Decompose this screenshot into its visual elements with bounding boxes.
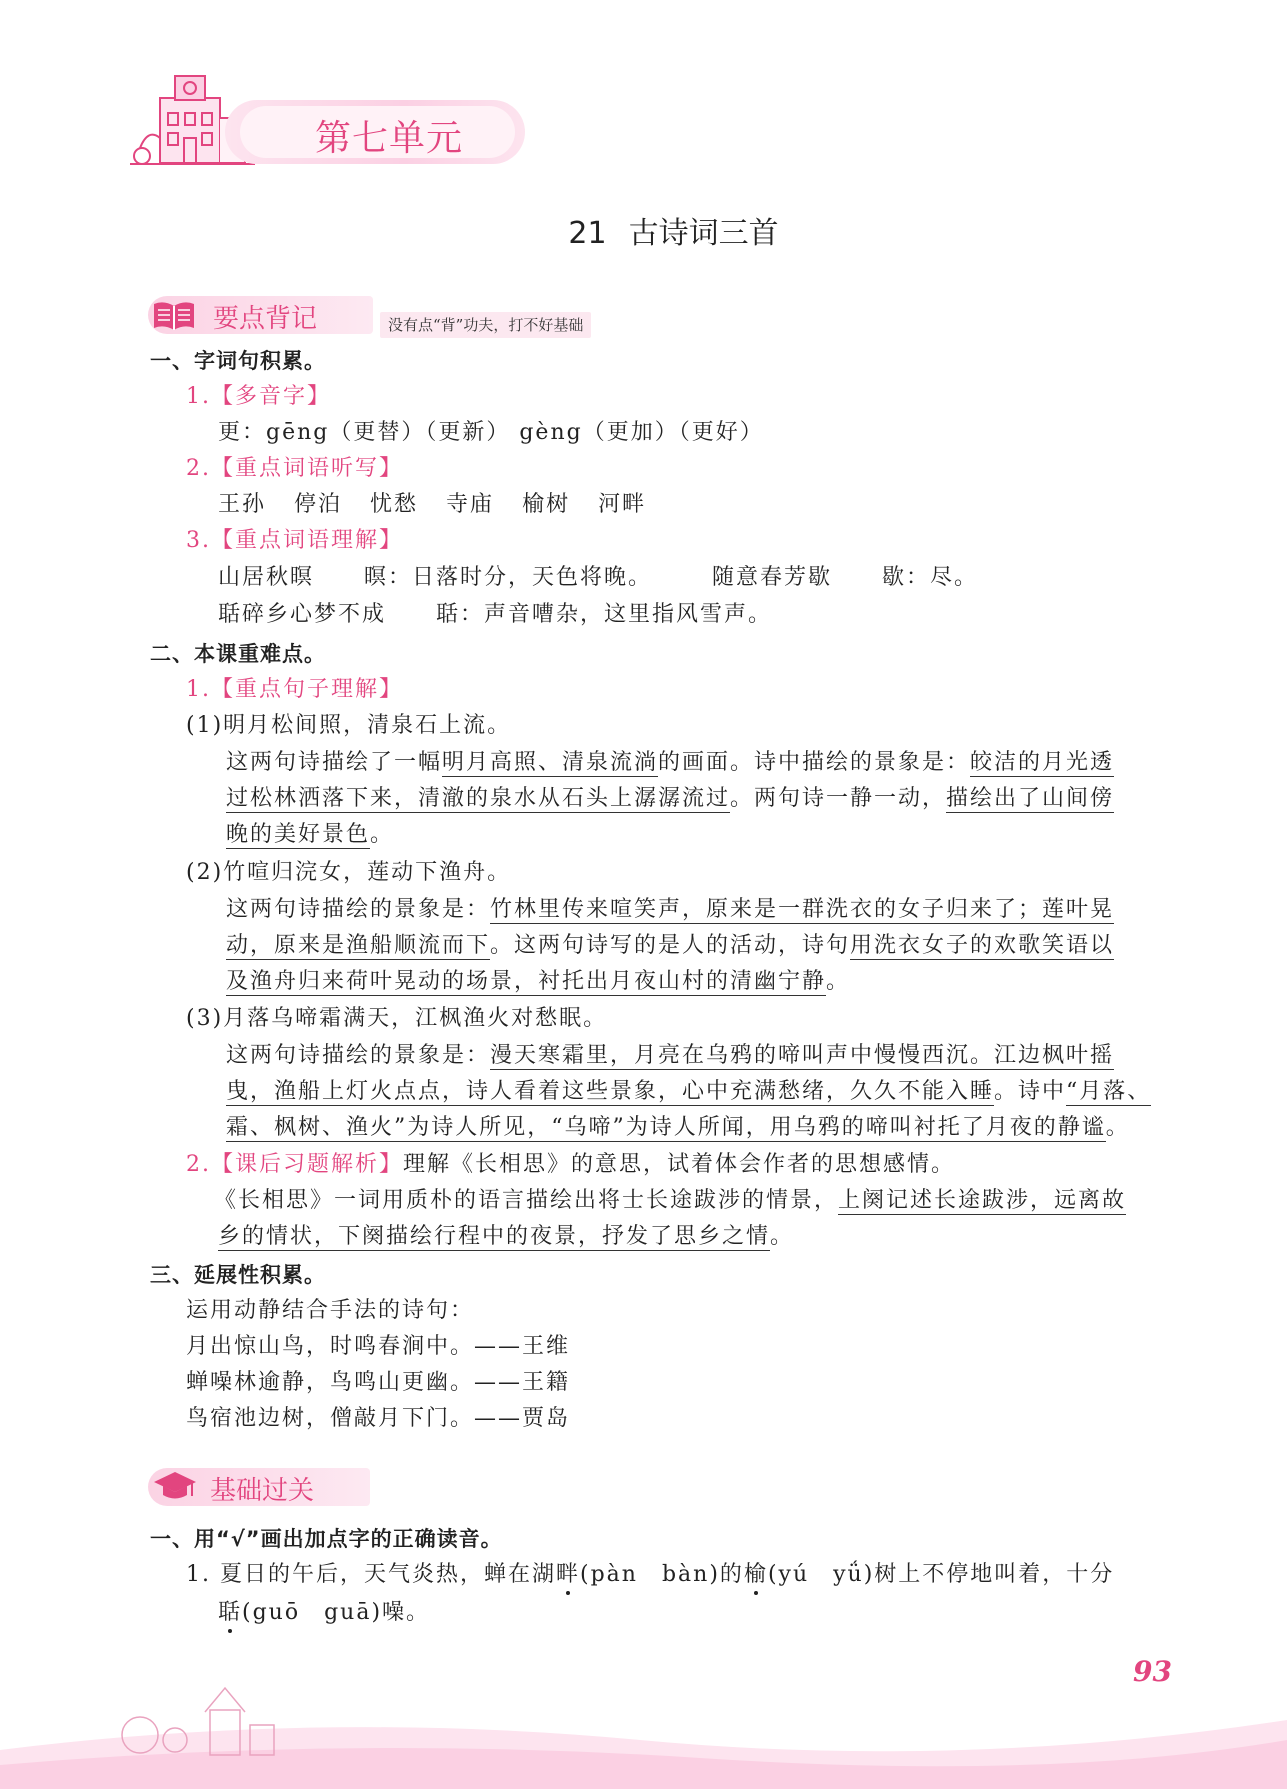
polyphone-text: 更：gēng（更替）（更新） gèng（更加）（更好） bbox=[218, 420, 764, 445]
footer-wave-decoration bbox=[0, 1680, 1287, 1789]
part2-heading: 二、本课重难点。 bbox=[150, 642, 326, 666]
sentence-3-line-2: 曳，渔船上灯火点点，诗人看着这些景象，心中充满愁绪，久久不能入睡。诗中“月落、 bbox=[226, 1079, 1152, 1104]
dotted-char: 聒 bbox=[218, 1600, 243, 1625]
lesson-number: 21 bbox=[568, 216, 607, 251]
analysis-line-2: 乡的情状，下阕描绘行程中的夜景，抒发了思乡之情。 bbox=[218, 1224, 795, 1249]
page-number: 93 bbox=[1133, 1655, 1172, 1688]
lesson-title-text: 古诗词三首 bbox=[628, 216, 779, 251]
part3-intro: 运用动静结合手法的诗句： bbox=[186, 1298, 475, 1323]
poem-line: 月出惊山鸟，时鸣春涧中。——王维 bbox=[186, 1334, 571, 1359]
meaning-line-2 bbox=[218, 600, 772, 630]
item-label-polyphone: 1.【多音字】 bbox=[186, 384, 331, 409]
unit-title: 第七单元 bbox=[315, 118, 464, 159]
sentence-2-line-3: 及渔舟归来荷叶晃动的场景，衬托出月夜山村的清幽宁静。 bbox=[226, 969, 851, 994]
sentence-1-line-3: 晚的美好景色。 bbox=[226, 822, 395, 847]
sentence-2-line-2: 动，原来是渔船顺流而下。这两句诗写的是人的活动，诗句用洗衣女子的欢歌笑语以 bbox=[226, 933, 1115, 958]
section-label: 基础过关 bbox=[210, 1476, 315, 1506]
dictation-words bbox=[218, 490, 646, 520]
explanation: 聒：声音嘈杂，这里指风雪声。 bbox=[436, 602, 773, 627]
part3-heading: 三、延展性积累。 bbox=[150, 1263, 326, 1287]
word: 河畔 bbox=[598, 492, 647, 517]
word: 忧愁 bbox=[370, 492, 419, 517]
word: 榆树 bbox=[522, 492, 571, 517]
item-label-exercise-analysis: 2.【课后习题解析】 bbox=[186, 1152, 403, 1177]
poem-line: 蝉噪林逾静，鸟鸣山更幽。——王籍 bbox=[186, 1370, 571, 1395]
sentence-3-title: (3)月落乌啼霜满天，江枫渔火对愁眠。 bbox=[186, 1006, 608, 1031]
section-header-key-points bbox=[148, 290, 648, 338]
exercise-question: 理解《长相思》的意思，试着体会作者的思想感情。 bbox=[403, 1152, 956, 1177]
word: 停泊 bbox=[294, 492, 343, 517]
question-1-line-2: 聒(guō guā)噪。 bbox=[218, 1600, 431, 1625]
question-1-line-1: 1. 夏日的午后，天气炎热，蝉在湖畔(pàn bàn)的榆(yú yǘ)树上不停地叫着，十分 bbox=[186, 1562, 1115, 1587]
item-label-dictation: 2.【重点词语听写】 bbox=[186, 456, 403, 481]
sentence-2-line-1: 这两句诗描绘的景象是：竹林里传来喧笑声，原来是一群洗衣的女子归来了；莲叶晃 bbox=[226, 897, 1115, 922]
dotted-char: 榆 bbox=[743, 1562, 768, 1587]
open-book-icon bbox=[152, 298, 196, 332]
item-label-sentences: 1.【重点句子理解】 bbox=[186, 677, 403, 702]
phrase: 随意春芳歇 bbox=[712, 565, 833, 590]
poem-line: 鸟宿池边树，僧敲月下门。——贾岛 bbox=[186, 1406, 571, 1431]
phrase: 山居秋暝 bbox=[218, 565, 315, 590]
section-tagline: 没有点“背”功夫，打不好基础 bbox=[380, 312, 591, 338]
exercise-heading: 一、用“√”画出加点字的正确读音。 bbox=[150, 1527, 503, 1551]
exercise-analysis bbox=[186, 1150, 955, 1180]
phrase: 聒碎乡心梦不成 bbox=[218, 602, 387, 627]
part1-heading: 一、字词句积累。 bbox=[150, 349, 326, 373]
word: 王孙 bbox=[218, 492, 267, 517]
word: 寺庙 bbox=[446, 492, 495, 517]
sentence-2-title: (2)竹喧归浣女，莲动下渔舟。 bbox=[186, 860, 512, 885]
section-header-basics bbox=[148, 1462, 448, 1510]
sentence-3-line-1: 这两句诗描绘的景象是：漫天寒霜里，月亮在乌鸦的啼叫声中慢慢西沉。江边枫叶摇 bbox=[226, 1043, 1115, 1068]
sentence-1-title: (1)明月松间照，清泉石上流。 bbox=[186, 713, 512, 738]
sentence-3-line-3: 霜、枫树、渔火”为诗人所见，“乌啼”为诗人所闻，用乌鸦的啼叫衬托了月夜的静谧。 bbox=[226, 1115, 1130, 1140]
unit-banner bbox=[130, 88, 530, 172]
meaning-line-1 bbox=[218, 563, 978, 593]
lesson-title bbox=[0, 208, 1287, 252]
explanation: 暝：日落时分，天色将晚。 bbox=[364, 565, 653, 590]
sentence-1-line-1: 这两句诗描绘了一幅明月高照、清泉流淌的画面。诗中描绘的景象是：皎洁的月光透 bbox=[226, 750, 1115, 775]
item-label-meaning: 3.【重点词语理解】 bbox=[186, 528, 403, 553]
explanation: 歇：尽。 bbox=[882, 565, 979, 590]
section-label: 要点背记 bbox=[213, 304, 318, 334]
graduation-cap-icon bbox=[152, 1468, 198, 1504]
dotted-char: 畔 bbox=[556, 1562, 581, 1587]
sentence-1-line-2: 过松林洒落下来，清澈的泉水从石头上潺潺流过。两句诗一静一动，描绘出了山间傍 bbox=[226, 786, 1115, 811]
analysis-line-1: 《长相思》一词用质朴的语言描绘出将士长途跋涉的情景，上阕记述长途跋涉，远离故 bbox=[214, 1188, 1127, 1213]
